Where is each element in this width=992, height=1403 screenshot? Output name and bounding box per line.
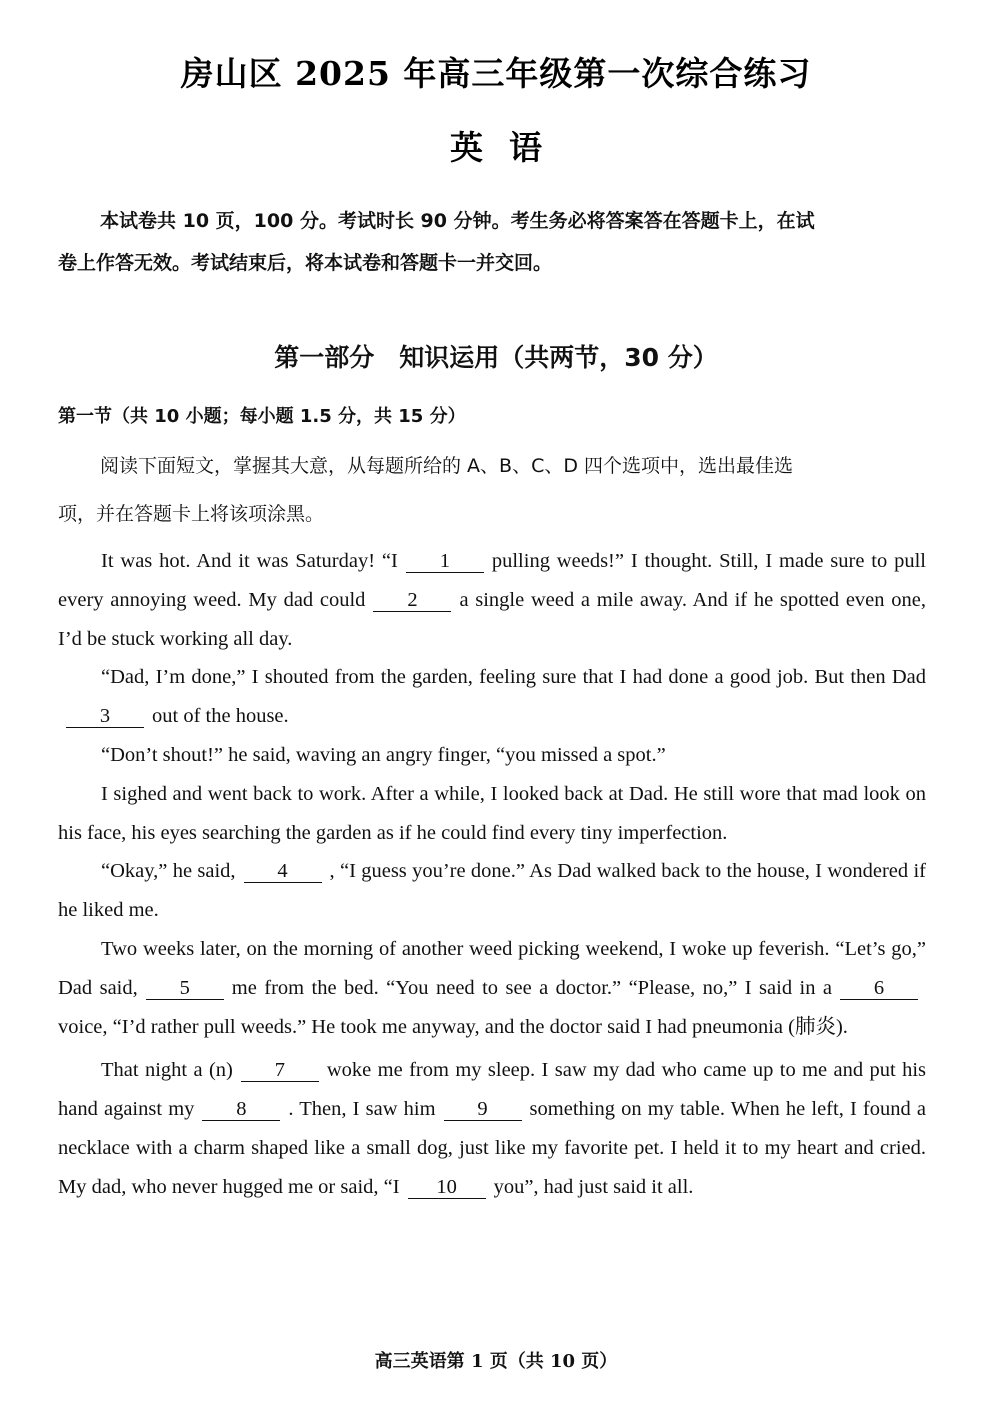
blank-4: 4 [244,860,322,883]
passage-text: me from the bed. “You need to see a doctor.” “Please, no,” I said in a [231,976,832,999]
subject-title: 英语 [450,128,568,167]
passage-paragraph [58,542,926,658]
exam-title: 房山区 2025 年高三年级第一次综合练习 [180,54,812,93]
passage-text: “Dad, I’m done,” I shouted from the garden, feeling sure that I had done a good job. But then Dad [101,666,926,689]
passage-text: you”, had just said it all. [493,1175,694,1198]
instruction-line-2: 项，并在答题卡上将该项涂黑。 [58,503,325,525]
passage-text: something on my table. When he left, I found a necklace with a charm shaped like a small dog, just like my favorite pet. I held it to my heart and cried. My dad, who never hugged me or said, “I [58,1098,926,1198]
blank-7: 7 [241,1059,319,1082]
passage-text: out of the house. [152,705,289,728]
passage-text: pulling weeds!” I thought. Still, I made sure to pull every annoying weed. My dad could [58,550,926,611]
passage-text: a single weed a mile away. And if he spotted even one, I’d be stuck working all day. [58,588,926,650]
passage-text: voice, “I’d rather pull weeds.” He took me anyway, and the doctor said I had pneumonia (肺炎). [58,1015,848,1038]
blank-5: 5 [146,977,224,1000]
passage-paragraph [58,852,926,930]
passage-paragraph: “Don’t shout!” he said, waving an angry finger, “you missed a spot.” [101,743,666,766]
passage-text: , “I guess you’re done.” As Dad walked back to the house, I wondered if he liked me. [58,860,926,922]
notice-line-2: 卷上作答无效。考试结束后，将本试卷和答题卡一并交回。 [58,252,553,274]
blank-6: 6 [840,977,918,1000]
section-heading: 第一节（共 10 小题；每小题 1.5 分，共 15 分） [58,406,466,427]
passage-text: . Then, I saw him [288,1098,436,1121]
blank-1: 1 [406,550,484,573]
blank-2: 2 [373,589,451,612]
passage-paragraph: I sighed and went back to work. After a while, I looked back at Dad. He still wore that mad look on his face, his eyes searching the garden as if he could find every tiny imperfection. [58,782,926,844]
passage-text: Two weeks later, on the morning of another weed picking weekend, I woke up feverish. “Let’s go,” Dad said, [58,937,926,999]
exam-notice [58,200,928,284]
blank-8: 8 [202,1098,280,1121]
blank-9: 9 [444,1098,522,1121]
passage-paragraph [58,1051,926,1206]
passage-text: woke me from my sleep. I saw my dad who came up to me and put his hand against my [58,1059,927,1121]
cloze-passage [58,542,926,1207]
blank-10: 10 [408,1176,486,1199]
page-footer: 高三英语第 1 页（共 10 页） [374,1351,618,1372]
passage-text: “Okay,” he said, [101,860,236,883]
passage-paragraph [58,930,926,1046]
part-heading: 第一部分 知识运用（共两节，30 分） [274,343,718,372]
passage-text: It was hot. And it was Saturday! “I [101,550,398,572]
passage-text: That night a (n) [101,1059,233,1082]
blank-3: 3 [66,705,144,728]
passage-paragraph [58,658,926,736]
notice-line-1: 本试卷共 10 页，100 分。考试时长 90 分钟。考生务必将答案答在答题卡上，在试 [100,210,815,232]
instruction-line-1: 阅读下面短文，掌握其大意，从每题所给的 A、B、C、D 四个选项中，选出最佳选 [100,455,794,477]
section-instructions [58,442,928,538]
